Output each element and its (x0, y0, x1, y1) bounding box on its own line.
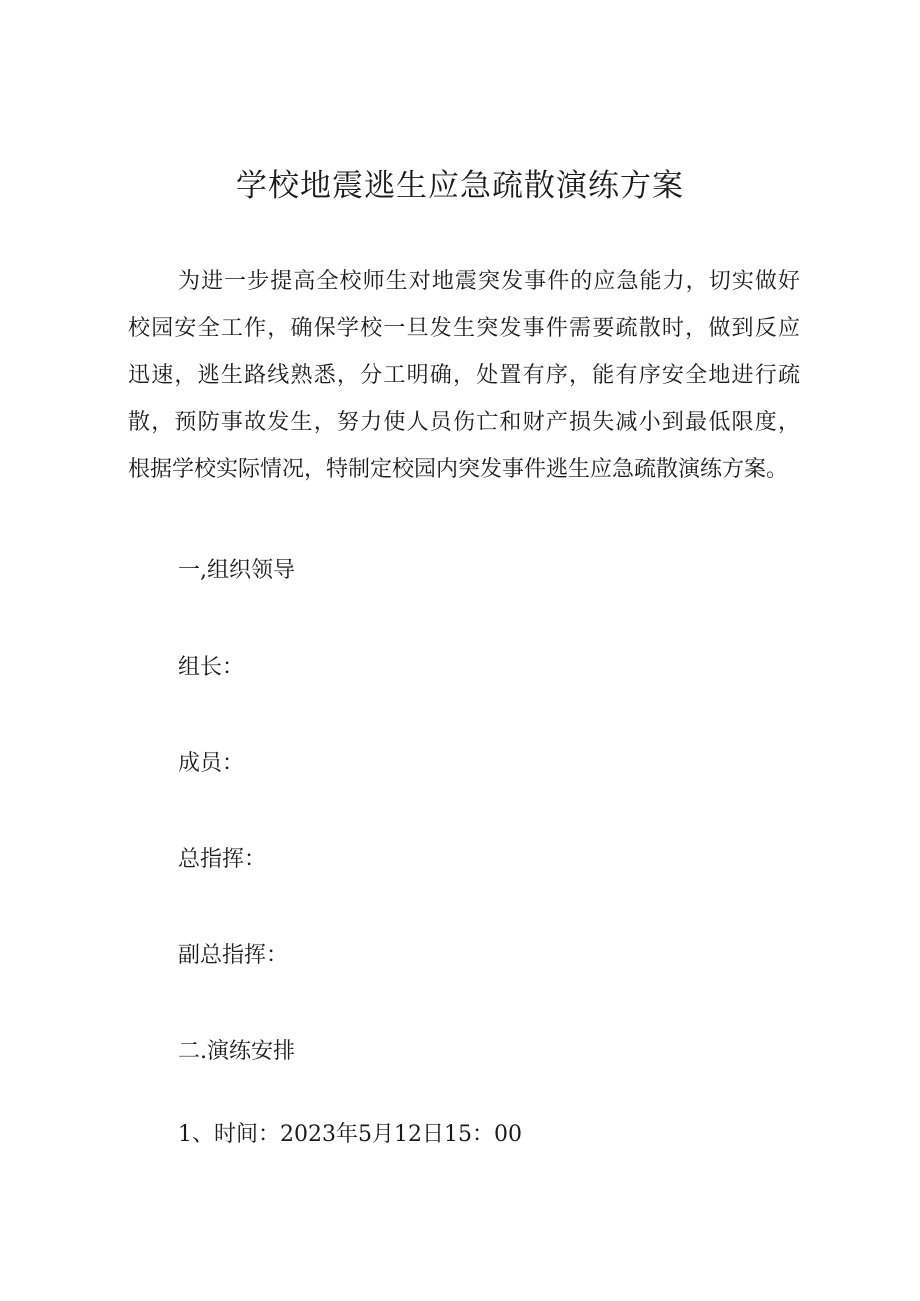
members-label: 成员： (178, 751, 245, 776)
intro-line: 根据学校实际情况，特制定校园内突发事件逃生应急疏散演练方案。 (128, 457, 789, 482)
document-title: 学校地震逃生应急疏散演练方案 (236, 168, 684, 204)
section-heading-organization: 一,组织领导 (178, 558, 295, 583)
intro-line: 校园安全工作，确保学校一旦发生突发事件需要疏散时，做到反应 (128, 316, 800, 341)
commander-label: 总指挥： (178, 847, 267, 872)
leader-label: 组长： (178, 655, 245, 680)
intro-line: 散，预防事故发生，努力使人员伤亡和财产损失减小到最低限度， (128, 410, 800, 435)
intro-paragraph (128, 258, 800, 493)
intro-line: 为进一步提高全校师生对地震突发事件的应急能力，切实做好 (178, 269, 800, 294)
deputy-commander-label: 副总指挥： (178, 943, 289, 968)
drill-time: 1、时间：2023年5月12日15：00 (178, 1122, 522, 1147)
section-heading-drill-arrangement: 二.演练安排 (178, 1039, 295, 1064)
intro-line: 迅速，逃生路线熟悉，分工明确，处置有序，能有序安全地进行疏 (128, 363, 800, 388)
